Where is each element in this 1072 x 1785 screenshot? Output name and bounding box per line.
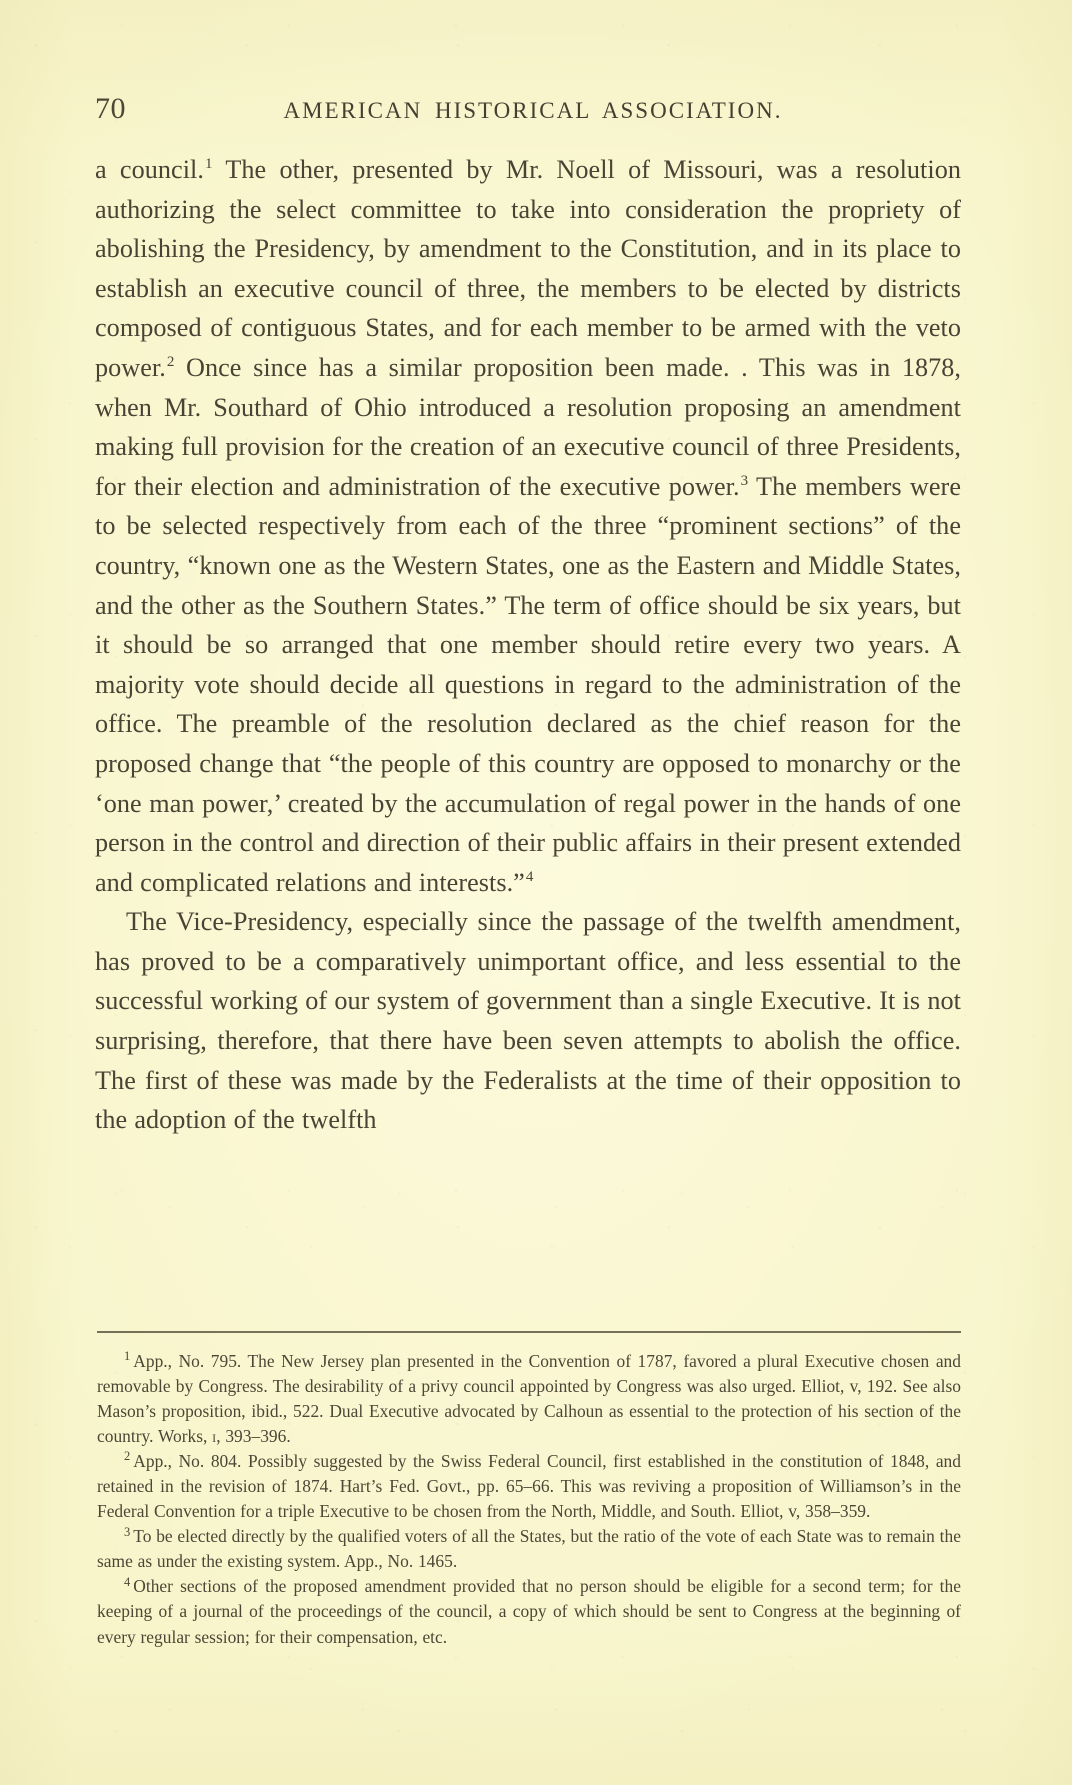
footnote-volume-numeral: i [212,1427,217,1447]
footnote-reference-3[interactable]: 3 [740,473,749,490]
body-text-run: a council. [95,155,204,184]
footnote-text: To be elected directly by the qualified voters of all the States, but the ratio of the vote of each State was to remain the same as under the existing system. App., No. 1465. [97,1526,961,1572]
running-head [95,92,961,126]
footnote-reference-1[interactable]: 1 [204,156,213,173]
body-text-run: The members were to be selected respectively from each of the three “prominent sections” of the country, “known one as the Western States, one as the Eastern and Middle States, and the other as the Southern States.” The term of office should be six years, but it should be so arranged that one member should retire every two years. A majority vote should decide all questions in regard to the administration of the office. The preamble of the resolution declared as the chief reason for the proposed change that “the people of this country are opposed to monarchy or the ‘one man power,’ created by the accumulation of regal power in the hands of one person in the control and direction of their public affairs in their present extended and complicated relations and interests.” [95,471,961,897]
footnote-text: Other sections of the proposed amendment provided that no person should be eligible for a second term; for the keeping of a journal of the proceedings of the council, a copy of which should be sent to Congress at the beginning of every regular session; for their compensation, etc. [97,1576,961,1647]
footnote-marker-2: 2 [124,1449,131,1464]
footnote-marker-4: 4 [124,1574,131,1589]
footnotes-block [97,1349,961,1650]
footnote [97,1449,961,1524]
body-text-block [95,150,961,1140]
footnote-reference-4[interactable]: 4 [525,868,534,885]
body-text-run: The other, presented by Mr. Noell of Missouri, was a resolution authorizing the select committee to take into consideration the propriety of abolishing the Presidency, by amendment to the Constitution, and in its place to establish an executive council of three, the members to be elected by districts composed of contiguous States, and for each member to be armed with the veto power. [95,155,961,382]
footnote-reference-2[interactable]: 2 [166,354,175,371]
footnote [97,1349,961,1449]
footnote-text-tail: , 393–396. [216,1426,291,1447]
footnote-separator-rule [97,1331,961,1333]
body-paragraph [95,902,961,1140]
footnote-marker-3: 3 [124,1524,131,1539]
footnote [97,1524,961,1574]
footnote-text: App., No. 804. Possibly suggested by the Swiss Federal Council, first established in the constitution of 1848, and retained in the revision of 1874. Hart’s Fed. Govt., pp. 65–66. This was reviving a proposition of Williamson’s in the Federal Convention for a triple Executive to be chosen from the North, Middle, and South. Elliot, v, 358–359. [97,1451,961,1522]
footnote-marker-1: 1 [124,1349,131,1364]
running-head-title: AMERICAN HISTORICAL ASSOCIATION. [283,98,783,123]
body-text-run: Once since has a similar proposition been made. . This was in 1878, when Mr. Southard of Ohio introduced a resolution proposing an amendment making full provision for the creation of an executive council of three Presidents, for their election and administration of the executive power. [95,352,961,501]
body-paragraph [95,150,961,902]
footnote [97,1574,961,1649]
page-number: 70 [95,92,126,125]
footnote-text: App., No. 795. The New Jersey plan presented in the Convention of 1787, favored a plural Executive chosen and removable by Congress. The desirability of a privy council appointed by Congress was also urged. Elliot, v, 192. See also Mason’s proposition, ibid., 522. Dual Executive advocated by Calhoun as essential to the protection of his section of the country. Works, [97,1351,961,1447]
body-text-run: The Vice-Presidency, especially since the passage of the twelfth amendment, has proved to be a comparatively unimportant office, and less essential to the successful working of our system of government than a single Executive. It is not surprising, therefore, that there have been seven attempts to abolish the office. The first of these was made by the Federalists at the time of their opposition to the adoption of the twelfth [95,907,961,1135]
